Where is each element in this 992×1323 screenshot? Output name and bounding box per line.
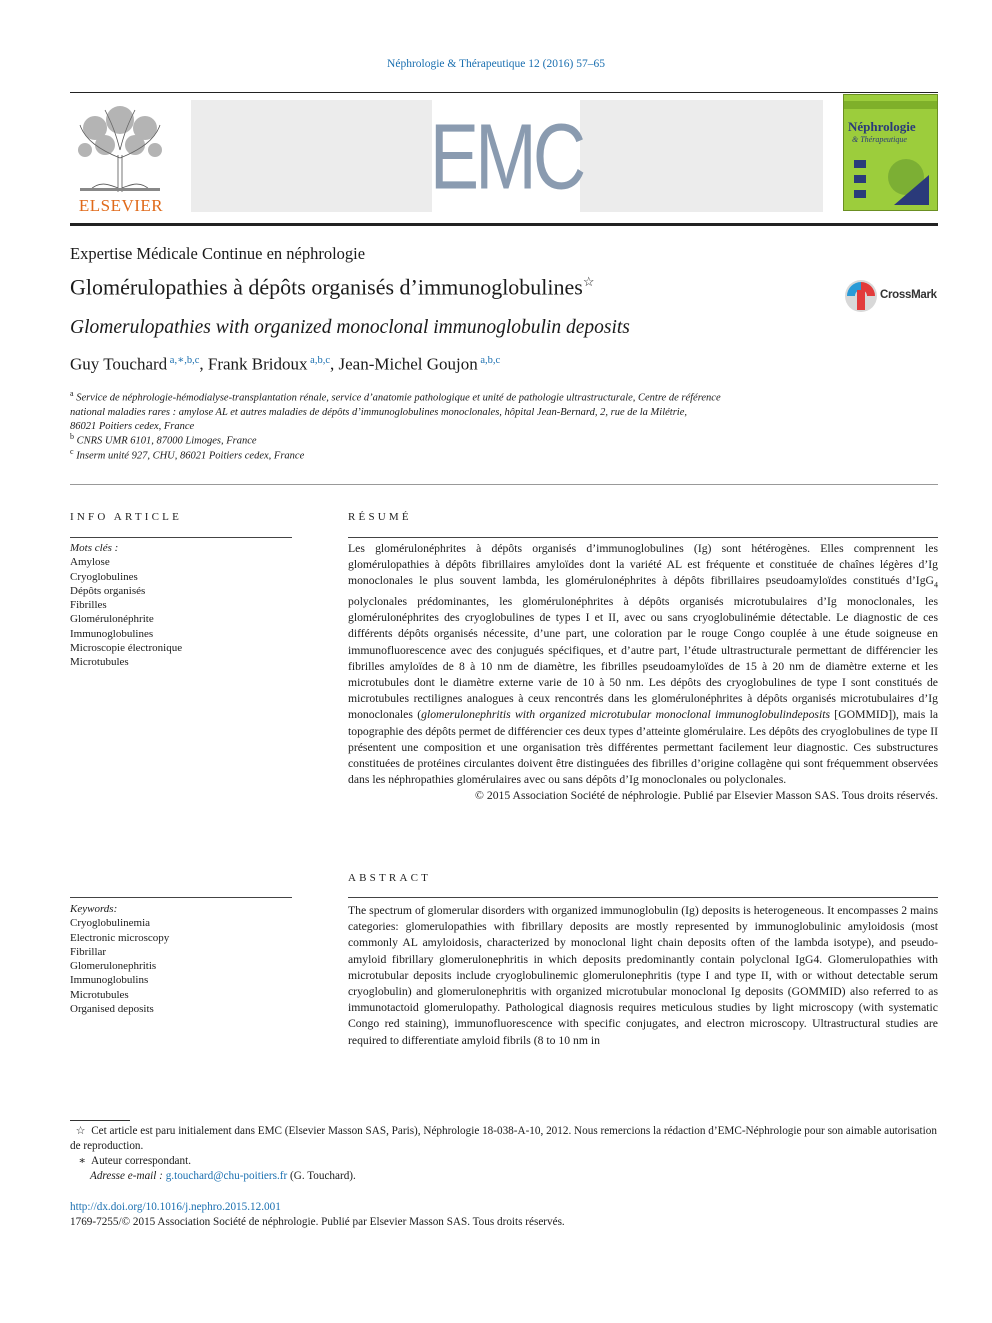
journal-cover-thumbnail[interactable] [843,94,938,211]
list-item: Cryoglobulines [70,570,138,583]
author-name[interactable]: , Frank Bridoux [199,354,308,374]
cover-title: Néphrologie [848,119,916,134]
author-affiliation-sup[interactable]: a,b,c [480,355,501,366]
article-title-text: Glomérulopathies à dépôts organisés d’immunoglobulines [70,274,583,300]
resume-heading: RÉSUMÉ [348,511,412,523]
elsevier-wordmark: ELSEVIER [78,196,164,215]
affiliation-c: $^c$ Inserm unité 927, CHU, 86021 Poitiers cedex, France [70,447,305,462]
list-item: Immunoglobulins [70,974,149,987]
abstract-body: The spectrum of glomerular disorders with organized immunoglobulin (Ig) deposits is heterogeneous. It encompasses 2 mains categories: glomerulopathies with fibrillary deposits are mostly represented by immunoglobulinic amyloidosis (most commonly AL amyloidosis, characterized by monoclonal light chain deposits often of the lambda isotype), and pseudo-amyloid fibrillary glomerulonephritis in which deposits predominantly contain polyclonal IgG4. Glomerulopathies with microtubular deposits include cryoglobulinemic glomerulonephritis (type I and type II, with or without detectable serum cryoglobulin) and glomerulonephritis with organized microtubular monoclonal Ig deposits (GOMMID) also referred to as immunotactoid glomerulopathy. Pathological diagnosis requires meticulous studies by light microscopy (with systematic Congo red staining), immunofluorescence with specific conjugates, and electron microscopy. Ultrastructural studies are required to differentiate amyloid fibrils (8 to 10 nm in [348,904,938,1047]
footnote-corresponding: ∗ Auteur correspondant. [78,1155,192,1167]
list-item: Amylose [70,556,110,569]
author-list [70,354,500,375]
series-name: Expertise Médicale Continue en néphrologie [70,244,366,263]
list-item: Electronic microscopy [70,931,170,944]
list-item: Immunoglobulines [70,627,154,640]
section-rule [70,484,938,485]
mots-cles-label: Mots clés : [70,542,119,554]
affiliation-b: $^b$ CNRS UMR 6101, 87000 Limoges, France [70,432,257,447]
emc-logo [429,100,583,212]
abstract-heading: ABSTRACT [348,872,432,884]
journal-reference[interactable]: Néphrologie & Thérapeutique 12 (2016) 57–65 [387,58,605,70]
author-affiliation-sup[interactable]: a,∗,b,c [169,355,200,366]
issn-line: 1769-7255/© 2015 Association Société de néphrologie. Publié par Elsevier Masson SAS. Tous droits réservés. [70,1216,565,1228]
list-item: Microtubules [70,656,129,669]
cover-band [844,101,938,109]
resume-rule [348,537,938,538]
resume-copyright: © 2015 Association Société de néphrologie. Publié par Elsevier Masson SAS. Tous droits réservés. [475,789,938,803]
info-article-heading: INFO ARTICLE [70,511,182,523]
list-item: Microscopie électronique [70,642,183,655]
list-item: Cryoglobulinemia [70,917,151,930]
abstract-rule [348,897,938,898]
cover-art-icon [854,155,929,205]
title-footnote-mark[interactable]: ☆ [582,274,595,289]
header-rule-bottom [70,223,938,226]
author-name[interactable]: , Jean-Michel Goujon [329,354,478,374]
list-item: Fibrillar [70,945,107,958]
info-rule [70,537,292,538]
list-item: Glomerulonephritis [70,960,157,973]
cover-subtitle: & Thérapeutique [852,135,907,144]
list-item: Microtubules [70,988,129,1001]
header-rule-top [70,92,938,93]
list-item: Glomérulonéphrite [70,613,154,626]
affiliation-a: $^a$ Service de néphrologie-hémodialyse-transplantation rénale, service d’anatomie pathologique et unité de pathologie ultrastructurale, Centre de référence national maladies rares : amylose AL et autres maladies de dépôts d’immunoglobulines monoclonales, hôpital Jean-Bernard, 2, rue de la Milétrie, 86021 Poitiers cedex, France [70,389,721,433]
emc-logo-text: EMC [429,104,583,208]
article-title [70,274,595,300]
resume-body: Les glomérulonéphrites à dépôts organisés d’immunoglobulines (Ig) sont hétérogènes. Elles comprennent les glomérulopathies à dépôts fibrillaires amyloïdes dont la variété AL est fréquente et constituée de chaînes légères d’Ig monoclonales le plus souvent lambda, les glomérulonéphrites à dépôts fibrillaires pseudoamyloïdes constitués d’IgG$_4$ polyclonales prédominantes, les glomérulonéphrites à dépôts organisés microtubulaires d’Ig monoclonales, les glomérulonéphrites des cryoglobulines de types I et II, avec ou sans cryoglobulinémie détectable. Le diagnostic de ces différents dépôts organisés nécessite, d’une part, une coloration par le rouge Congo couplée à une étude soigneuse en immunofluorescence avec des conjugués spécifiques, et d’autre part, l’étude ultrastructurale permettant de différencier les fibrilles amyloïdes de 8 à 10 nm de diamètre, les fibrilles pseudoamyloïdes de 15 à 20 nm de diamètre externe et les microtubules dont le diamètre externe varie de 10 à 50 nm. Les dépôts des cryoglobulines de type I sont constitués de microtubules rectilignes analogues à ceux rencontrés dans les glomérulonéphrites à dépôts organisés microtubulaires d’Ig monoclonales (glomerulonephritis with organized microtubular monoclonal immunoglobulindeposits [GOMMID]), mais la topographie des dépôts permet de différencier ces deux types d’atteinte glomérulaire. Les dépôts des cryoglobulines de type II présentent une composition et une organisation très différentes permettant facilement leur diagnostic. Ces substructures constituées de protéines circulantes doivent être distinguées des fibrilles d’origine collagène qui sont fréquemment observées dans les néphropathies glomérulaires avec ou sans dépôts d’Ig monoclonales ou polyclonales. © 2015 Association Société de néphrologie. Publié par Elsevier Masson SAS. Tous droits réservés. [348,541,938,805]
keywords-rule [70,897,292,898]
keywords-label: Keywords: [70,903,118,915]
list-item: Fibrilles [70,599,107,612]
email-link[interactable]: g.touchard@chu-poitiers.fr [165,1170,288,1182]
footnote-email: Adresse e-mail : g.touchard@chu-poitiers.fr (G. Touchard). [90,1170,356,1182]
list-item: Organised deposits [70,1003,154,1016]
crossmark-label[interactable]: CrossMark [880,289,937,301]
keywords-list [70,902,292,1016]
author-name[interactable]: Guy Touchard [70,354,168,374]
list-item: Dépôts organisés [70,584,146,597]
mots-cles-list [70,541,292,670]
author-affiliation-sup[interactable]: a,b,c [310,355,330,366]
article-subtitle: Glomerulopathies with organized monoclonal immunoglobulin deposits [70,317,630,338]
doi-link[interactable]: http://dx.doi.org/10.1016/j.nephro.2015.12.001 [70,1201,281,1213]
footnote-rule [70,1120,130,1121]
footnote-star: ☆ Cet article est paru initialement dans EMC (Elsevier Masson SAS, Paris), Néphrologie 18-038-A-10, 2012. Nous remercions la rédaction d’EMC-Néphrologie pour son aimable autorisation de reproduction. [70,1125,937,1153]
